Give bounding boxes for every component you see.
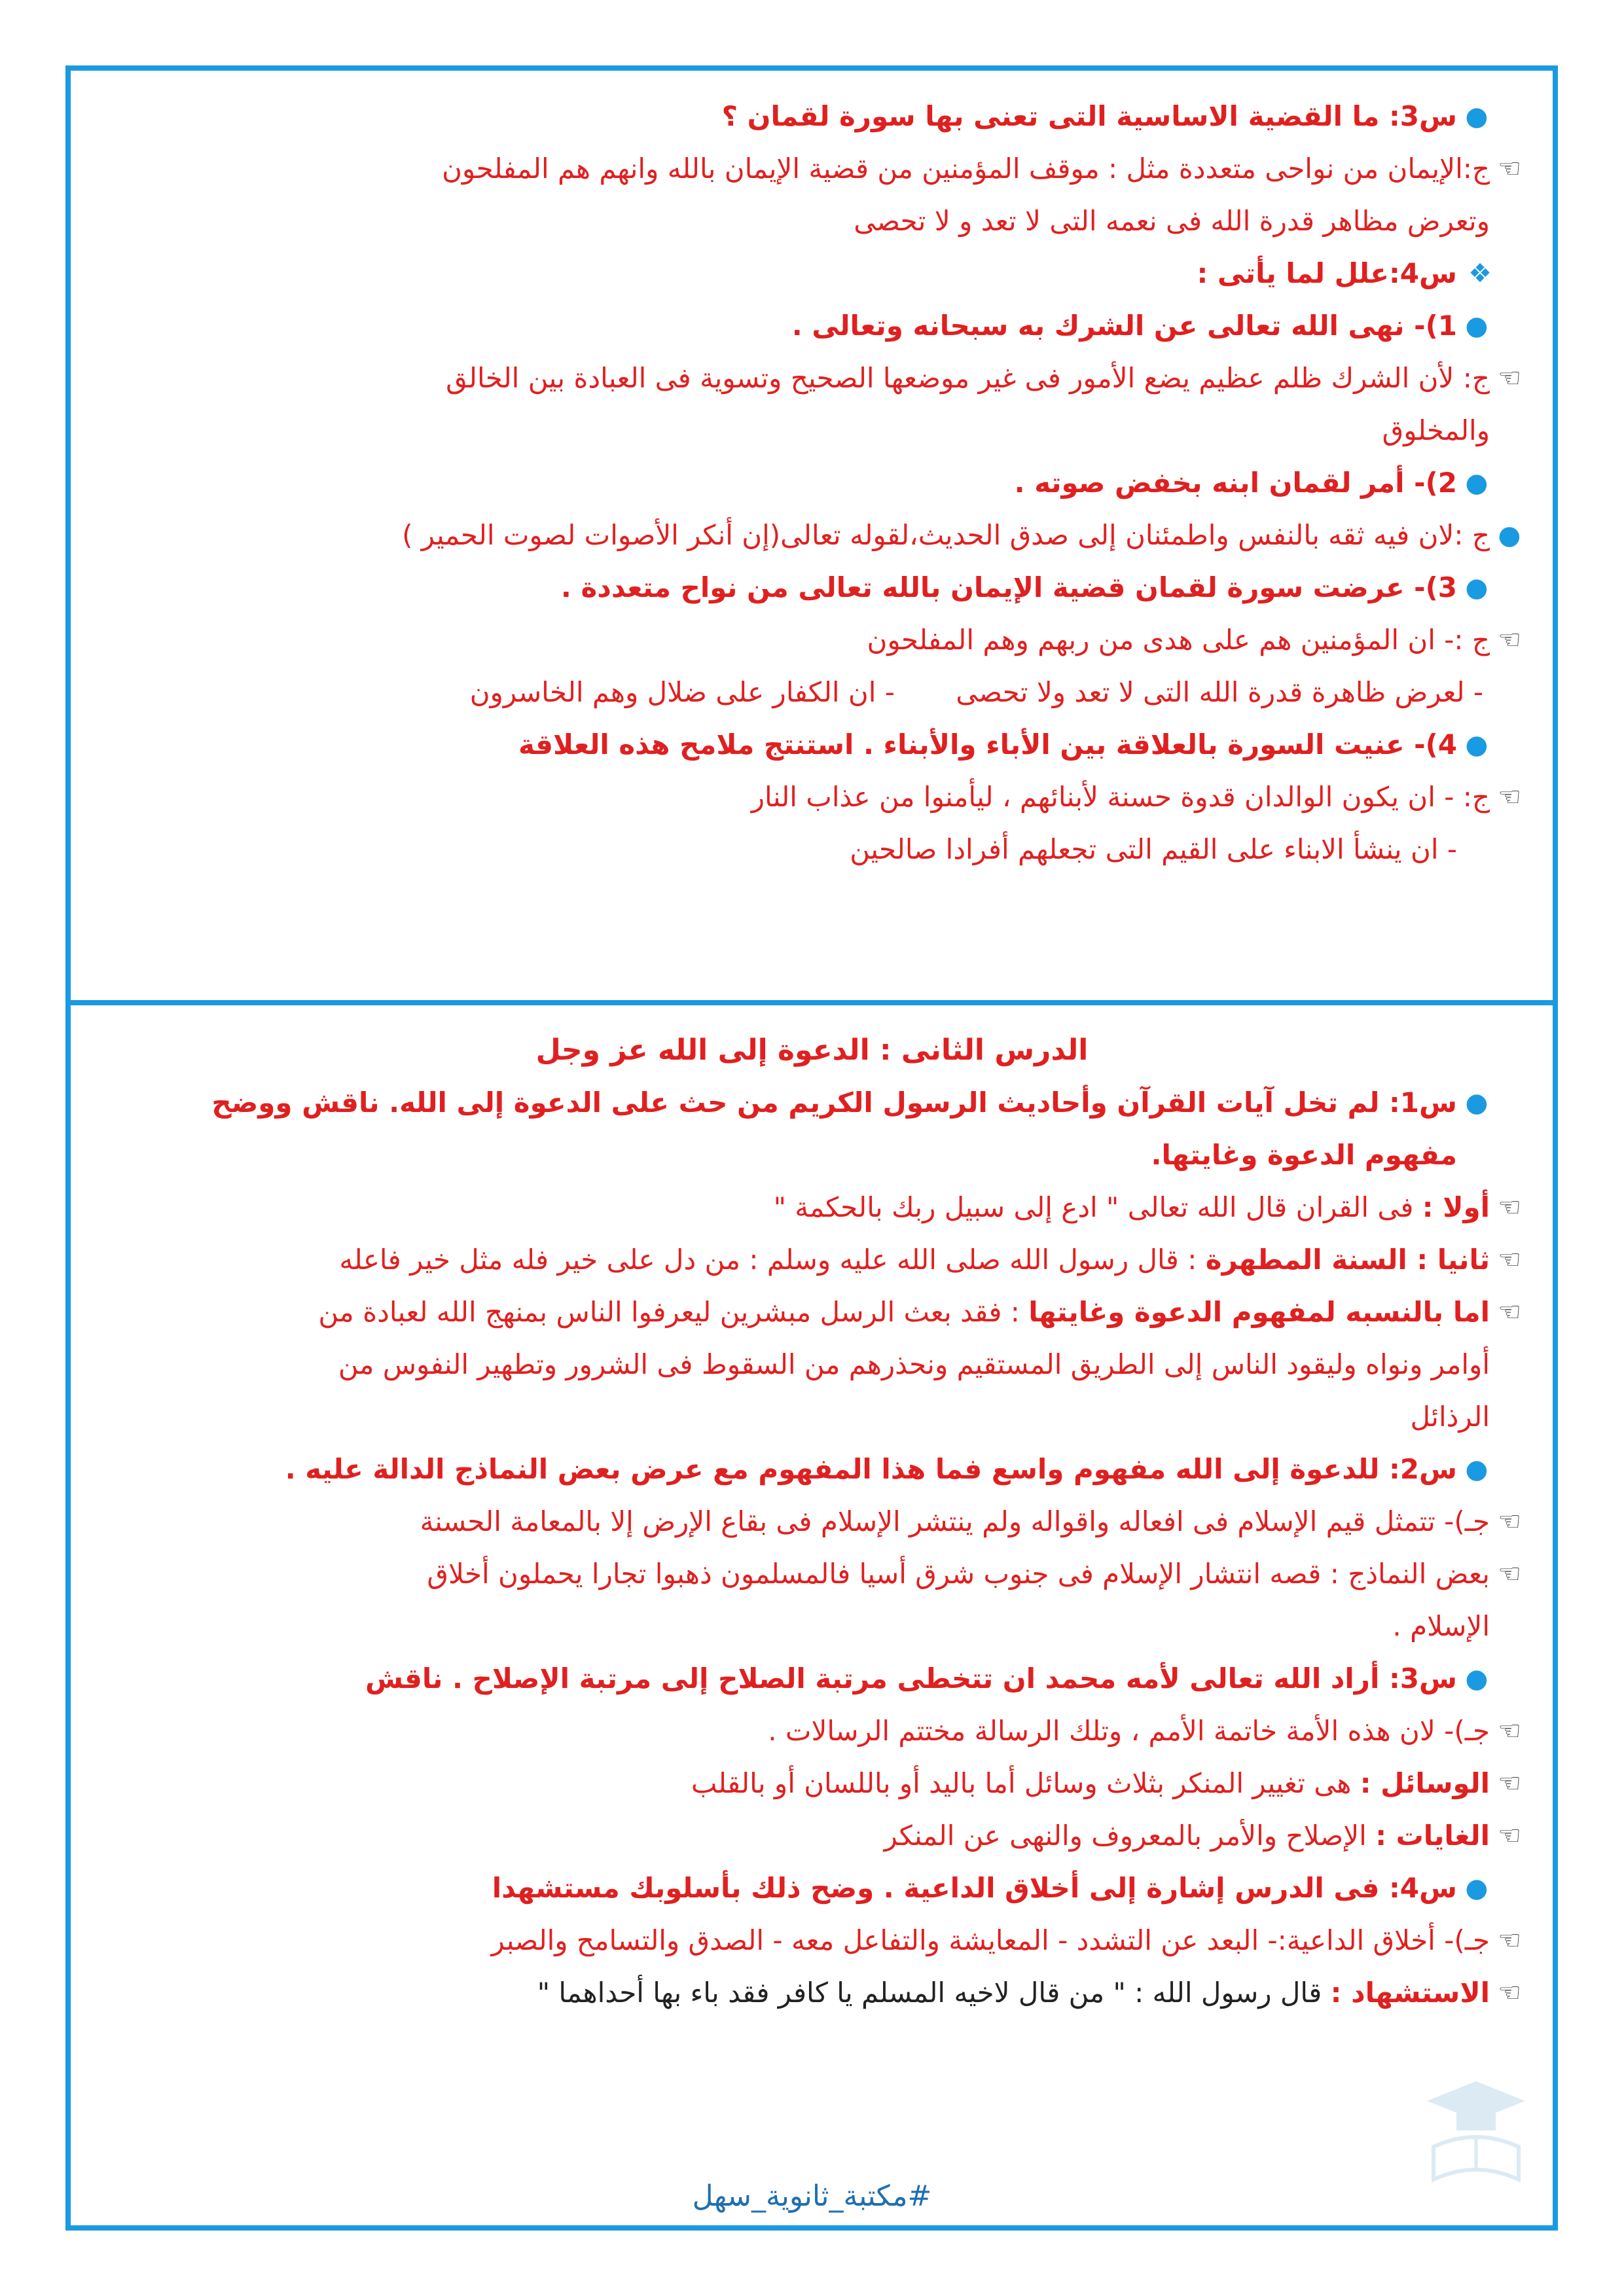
question-1: ● س1: لم تخل آيات القرآن وأحاديث الرسول الكريم من حث على الدعوة إلى الله. ناقش ووضح	[95, 1077, 1529, 1129]
bullet-icon: ●	[1465, 1664, 1489, 1694]
bullet-icon: ●	[1465, 730, 1489, 760]
item-4-answer-continued: - ان ينشأ الابناء على القيم التى تجعلهم أفرادا صالحين	[850, 833, 1457, 865]
pointing-hand-icon: ☜	[1498, 1297, 1521, 1327]
item-4: ● 4)- عنيت السورة بالعلاقة بين الأباء والأبناء . استنتج ملامح هذه العلاقة	[95, 719, 1529, 771]
pointing-hand-icon: ☜	[1498, 625, 1521, 655]
item-3: ● 3)- عرضت سورة لقمان قضية الإيمان بالله تعالى من نواح متعددة .	[95, 562, 1529, 614]
item-4-answer: ☜ ج: - ان يكون الوالدان قدوة حسنة لأبنائهم ، ليأمنوا من عذاب النار	[95, 771, 1529, 823]
item-1-answer: ☜ ج: لأن الشرك ظلم عظيم يضع الأمور فى غير موضعها الصحيح وتسوية فى العبادة بين الخالق	[95, 352, 1529, 404]
answer-3: ☜ ج:الإيمان من نواحى متعددة مثل : موقف المؤمنين من قضية الإيمان بالله وانهم هم المفلحون	[95, 143, 1529, 195]
pointing-hand-icon: ☜	[1498, 1821, 1521, 1851]
pointing-hand-icon: ☜	[1498, 1926, 1521, 1956]
bullet-icon: ●	[1465, 1088, 1489, 1118]
answer-1-first: ☜ أولا : فى القران قال الله تعالى " ادع إلى سبيل ربك بالحكمة "	[95, 1181, 1529, 1234]
pointing-hand-icon: ☜	[1498, 1193, 1521, 1223]
question-3: ● س3: أراد الله تعالى لأمه محمد ان تتخطى مرتبة الصلاح إلى مرتبة الإصلاح . ناقش	[95, 1653, 1529, 1705]
question-4: ● س4: فى الدرس إشارة إلى أخلاق الداعية . وضح ذلك بأسلوبك مستشهدا	[95, 1862, 1529, 1914]
graduation-book-logo-icon	[1420, 2075, 1532, 2199]
pointing-hand-icon: ☜	[1498, 1507, 1521, 1537]
item-1: ● 1)- نهى الله تعالى عن الشرك به سبحانه وتعالى .	[95, 300, 1529, 352]
answer-1-second: ☜ ثانيا : السنة المطهرة : قال رسول الله صلى الله عليه وسلم : من دل على خير فله مثل خير فاعله	[95, 1234, 1529, 1286]
question-1-continued: مفهوم الدعوة وغايتها.	[1151, 1139, 1457, 1171]
item-3-answer-continued: - لعرض ظاهرة قدرة الله التى لا تعد ولا تحصى - ان الكفار على ضلال وهم الخاسرون	[469, 676, 1483, 708]
answer-2-first: ☜ جـ)- تتمثل قيم الإسلام فى افعاله واقواله ولم ينتشر الإسلام فى بقاع الإرض إلا بالمعامة الحسنة	[95, 1496, 1529, 1548]
answer-4-citation: ☜ الاستشهاد : قال رسول الله : " من قال لاخيه المسلم يا كافر فقد باء بها أحداهما "	[95, 1967, 1529, 2019]
bullet-icon: ●	[1465, 1873, 1489, 1903]
item-2-answer: ● ج :لان فيه ثقه بالنفس واطمئنان إلى صدق الحديث،لقوله تعالى(إن أنكر الأصوات لصوت الحمير )	[95, 509, 1529, 562]
bullet-icon: ●	[1465, 311, 1489, 341]
pointing-hand-icon: ☜	[1498, 1245, 1521, 1275]
answer-3-continued: وتعرض مظاهر قدرة الله فى نعمه التى لا تعد و لا تحصى	[854, 205, 1490, 237]
answer-2-second: ☜ بعض النماذج : قصه انتشار الإسلام فى جنوب شرق أسيا فالمسلمون ذهبوا تجارا يحملون أخلاق	[95, 1548, 1529, 1600]
question-3: ● س3: ما القضية الاساسية التى تعنى بها سورة لقمان ؟	[95, 90, 1529, 143]
item-3-answer: ☜ ج :- ان المؤمنين هم على هدى من ربهم وهم المفلحون	[95, 614, 1529, 666]
bullet-icon: ●	[1465, 468, 1489, 498]
pointing-hand-icon: ☜	[1498, 782, 1521, 812]
bullet-icon: ●	[1465, 101, 1489, 132]
answer-3-goals: ☜ الغايات : الإصلاح والأمر بالمعروف والنهى عن المنكر	[95, 1810, 1529, 1862]
section-2	[95, 1024, 1529, 2019]
item-1-answer-continued: والمخلوق	[1382, 414, 1490, 446]
bullet-icon: ●	[1498, 520, 1521, 550]
answer-2-second-continued: الإسلام .	[1392, 1610, 1490, 1642]
answer-3-means: ☜ الوسائل : هى تغيير المنكر بثلاث وسائل أما باليد أو باللسان أو بالقلب	[95, 1757, 1529, 1810]
bullet-icon: ●	[1465, 1454, 1489, 1484]
pointing-hand-icon: ☜	[1498, 1768, 1521, 1799]
pointing-hand-icon: ☜	[1498, 1559, 1521, 1589]
question-4: ❖ س4:علل لما يأتى :	[95, 247, 1529, 300]
answer-1-third: ☜ اما بالنسبه لمفهوم الدعوة وغايتها : فقد بعث الرسل مبشرين ليعرفوا الناس بمنهج الله لعبادة من	[95, 1286, 1529, 1338]
bullet-icon: ●	[1465, 573, 1489, 603]
answer-1-third-continued-2: الرذائل	[1410, 1401, 1490, 1433]
pointing-hand-icon: ☜	[1498, 363, 1521, 393]
footer-hashtag: #مكتبة_ثانوية_سهل	[692, 2179, 932, 2213]
pointing-hand-icon: ☜	[1498, 1716, 1521, 1746]
answer-4-first: ☜ جـ)- أخلاق الداعية:- البعد عن التشدد - المعايشة والتفاعل معه - الصدق والتسامح والصبر	[95, 1914, 1529, 1967]
answer-1-third-continued: أوامر ونواه وليقود الناس إلى الطريق المستقيم ونحذرهم من السقوط فى الشرور وتطهير النفوس من	[338, 1348, 1490, 1380]
lesson-title: الدرس الثانى : الدعوة إلى الله عز وجل	[535, 1033, 1089, 1067]
question-2: ● س2: للدعوة إلى الله مفهوم واسع فما هذا المفهوم مع عرض بعض النماذج الدالة عليه .	[95, 1443, 1529, 1496]
diamond-icon: ❖	[1468, 259, 1492, 289]
section-1	[95, 90, 1529, 876]
answer-3-first: ☜ جـ)- لان هذه الأمة خاتمة الأمم ، وتلك الرسالة مختتم الرسالات .	[95, 1705, 1529, 1757]
item-2: ● 2)- أمر لقمان ابنه بخفض صوته .	[95, 457, 1529, 509]
pointing-hand-icon: ☜	[1498, 154, 1521, 184]
section-divider	[65, 1000, 1558, 1005]
pointing-hand-icon: ☜	[1498, 1978, 1521, 2008]
